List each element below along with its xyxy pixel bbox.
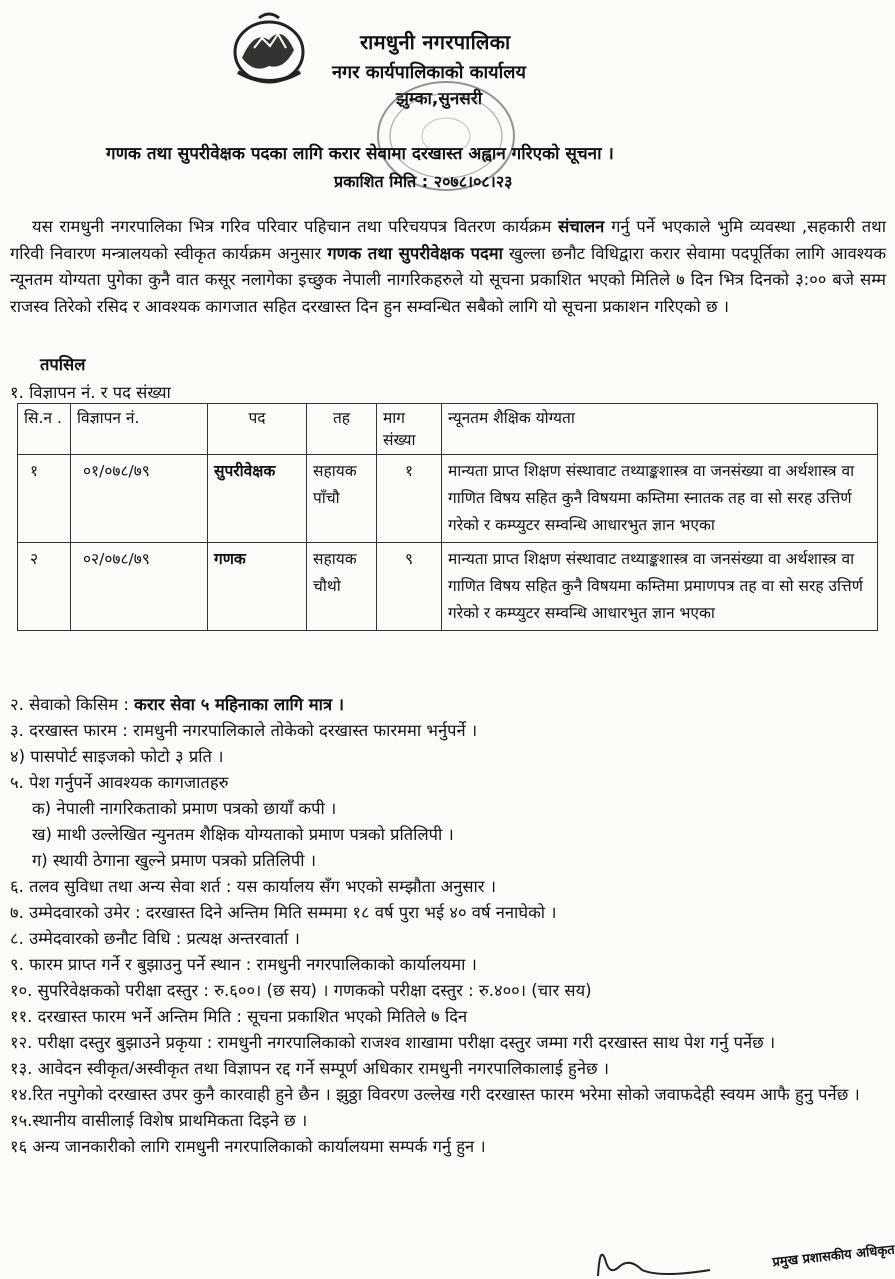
list-item: १५.स्थानीय वासीलाई विशेष प्राथमिकता दिइने छ । (10, 1111, 308, 1130)
table-row (18, 543, 878, 631)
col-level: तह (307, 404, 377, 455)
cell-sn: २ (18, 543, 71, 631)
cell-demand: १ (377, 455, 442, 543)
office-name: नगर कार्यपालिकाको कार्यालय (332, 62, 526, 83)
cell-ad-no: ०२/०७८/७९ (71, 543, 208, 631)
cell-ad-no: ०१/०७८/७९ (71, 455, 208, 543)
cell-post: गणक (208, 543, 307, 631)
list-item: १४.रित नपुगेको दरखास्त उपर कुनै कारवाही हुने छैन । झुठ्ठा विवरण उल्लेख गरी दरखास्त फारम भरेमा सोको जवाफदेही स्वयम आफै हुनु पर्नेछ । (10, 1085, 860, 1104)
list-item: ख) माथी उल्लेखित न्युनतम शैक्षिक योग्यताको प्रमाण पत्रको प्रतिलिपी । (32, 825, 454, 844)
cell-demand: ९ (377, 543, 442, 631)
list-item: १२. परीक्षा दस्तुर बुझाउने प्रकृया : रामधुनी नगरपालिकाको राजश्व शाखामा परीक्षा दस्तुर जम्मा गरी दरखास्त साथ पेश गर्नु पर्नेछ । (10, 1033, 776, 1052)
intro-paragraph: यस रामधुनी नगरपालिका भित्र गरिव परिवार पहिचान तथा परिचयपत्र वितरण कार्यक्रम संचालन गर्नु पर्ने भएकाले भुमि व्यवस्था ,सहकारी तथा गरिवी निवारण मन्त्रालयको स्वीकृत कार्यक्रम अनुसार गणक तथा सुपरीवेक्षक पदमा खुल्ला छनौट विधिद्वारा करार सेवामा पदपूर्तिका लागि आवश्यक न्यूनतम योग्यता पुगेका कुनै वात कसूर नलागेका इच्छुक नेपाली नागरिकहरुले यो सूचना प्रकाशित भएको मितिले ७ दिन भित्र दिनको ३:०० बजे सम्म राजस्व तिरेको रसिद र आवश्यक कागजात सहित दरखास्त दिन हुन सम्वन्धित सबैको लागि यो सूचना प्रकाशन गरिएको छ । (10, 217, 886, 316)
notice-title: गणक तथा सुपरीवेक्षक पदका लागि करार सेवामा दरखास्त अह्वान गरिएको सूचना । (106, 144, 614, 164)
cell-post: सुपरीवेक्षक (208, 455, 307, 543)
list-item: ६. तलव सुविधा तथा अन्य सेवा शर्त : यस कार्यालय सँग भएको सम्झौता अनुसार । (10, 877, 497, 896)
notice-items (10, 692, 890, 1160)
intro-bold-run: संचालन (558, 217, 605, 236)
office-address: झुम्का,सुनसरी (396, 89, 483, 109)
list-item: क) नेपाली नागरिकताको प्रमाण पत्रको छायाँ कपी । (32, 799, 337, 818)
cell-level: सहायक पाँचौ (307, 455, 377, 543)
list-item: ३. दरखास्त फारम : रामधुनी नगरपालिकाले तोकेको दरखास्त फारममा भर्नुपर्ने । (10, 721, 478, 740)
col-demand: माग संख्या (377, 404, 442, 455)
table-header-row (18, 404, 878, 455)
org-name: रामधुनी नगरपालिका (360, 30, 511, 54)
posts-table (17, 403, 878, 631)
list-item: १०. सुपरिवेक्षकको परीक्षा दस्तुर : रु.६००। (छ सय) । गणकको परीक्षा दस्तुर : रु.४००। (चार सय) (10, 981, 592, 1000)
col-post: पद (208, 404, 307, 455)
list-item: ४) पासपोर्ट साइजको फोटो ३ प्रति । (10, 747, 224, 766)
cell-qualification: मान्यता प्राप्त शिक्षण संस्थावाट तथ्याङ्कशास्त्र वा जनसंख्या वा अर्थशास्त्र वा गाणित विषय सहित कुनै विषयमा कम्तिमा स्नातक तह वा सो सरह उत्तिर्ण गरेको र कम्प्युटर सम्वन्धि आधारभुत ज्ञान भएका (442, 455, 878, 543)
tapasil-heading: तपसिल (40, 355, 86, 374)
nepal-emblem-icon (224, 10, 314, 88)
cell-sn: १ (18, 455, 71, 543)
list-item: ११. दरखास्त फारम भर्ने अन्तिम मिति : सूचना प्रकाशित भएको मितिले ७ दिन (10, 1007, 468, 1026)
col-qualification: न्यूनतम शैक्षिक योग्यता (442, 404, 878, 455)
list-item: २. सेवाको किसिम : करार सेवा ५ महिनाका लागि मात्र । (10, 695, 345, 714)
published-date: प्रकाशित मिति : २०७८।०८।२३ (334, 172, 513, 191)
list-item: ८. उम्मेदवारको छनौट विधि : प्रत्यक्ष अन्तरवार्ता । (10, 929, 300, 948)
list-item: ५. पेश गर्नुपर्ने आवश्यक कागजातहरु (10, 773, 229, 792)
list-item: ७. उम्मेदवारको उमेर : दरखास्त दिने अन्तिम मिति सम्ममा १८ वर्ष पुरा भई ४० वर्ष ननाघेको । (10, 903, 557, 922)
cell-level: सहायक चौथो (307, 543, 377, 631)
col-sn: सि.न . (18, 404, 71, 455)
list-item: १६ अन्य जानकारीको लागि रामधुनी नगरपालिकाको कार्यालयमा सम्पर्क गर्नु हुन । (10, 1137, 486, 1156)
intro-posts: गणक तथा सुपरीवेक्षक पदमा (327, 243, 503, 263)
list-item: ९. फारम प्राप्त गर्ने र बुझाउनु पर्ने स्थान : रामधुनी नगरपालिकाको कार्यालयमा । (10, 955, 477, 974)
section-1-title: १. विज्ञापन नं. र पद संख्या (10, 383, 171, 402)
list-item: १३. आवेदन स्वीकृत/अस्वीकृत तथा विज्ञापन रद्द गर्ने सम्पूर्ण अधिकार रामधुनी नगरपालिकालाई हुनेछ । (10, 1059, 610, 1078)
list-item: ग) स्थायी ठेगाना खुल्ने प्रमाण पत्रको प्रतिलिपी । (32, 851, 316, 870)
cell-qualification: मान्यता प्राप्त शिक्षण संस्थावाट तथ्याङ्कशास्त्र वा जनसंख्या वा अर्थशास्त्र वा गाणित विषय सहित कुनै विषयमा कम्तिमा प्रमाणपत्र तह वा सो सरह उत्तिर्ण गरेको र कम्प्युटर सम्वन्धि आधारभुत ज्ञान भएका (442, 543, 878, 631)
col-ad-no: विज्ञापन नं. (71, 404, 208, 455)
signatory-title: प्रमुख प्रशासकीय अधिकृत (771, 1242, 895, 1271)
table-row (18, 455, 878, 543)
